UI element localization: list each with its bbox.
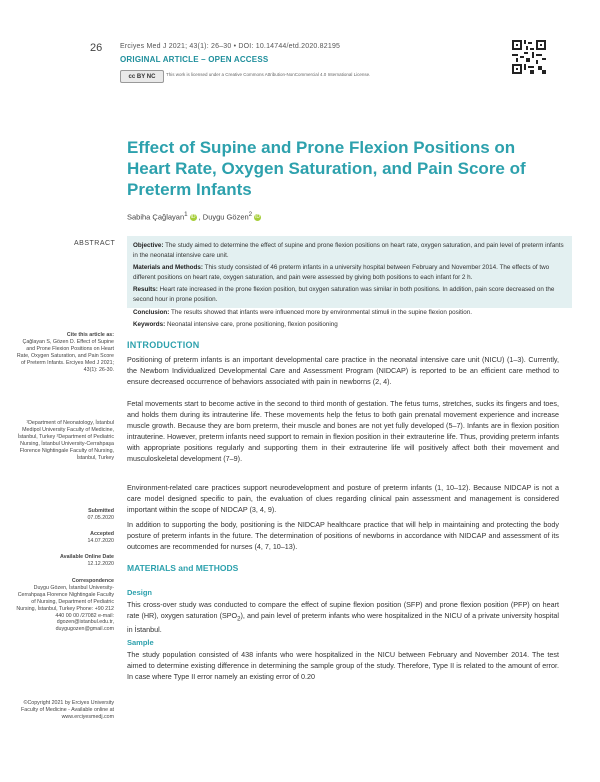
cc-license-badge[interactable] [120, 70, 164, 83]
article-title: Effect of Supine and Prone Flexion Positions on Heart Rate, Oxygen Saturation, and Pain Score of Preterm Infants [127, 138, 526, 199]
online-label: Available Online Date [60, 554, 114, 560]
author-affiliation-mark: 2 [248, 211, 253, 218]
abstract-methods: Materials and Methods: This study consisted of 46 preterm infants in a university hospital between February and November 2014. The effects of two different positions on heart rate, oxygen saturation, and pain were assessed by giving both positions to each infant for 2 h. [133, 264, 550, 281]
submitted-block [14, 508, 114, 522]
journal-citation: Erciyes Med J 2021; 43(1): 26–30 • DOI: 10.14744/etd.2020.82195 [120, 43, 341, 50]
copyright: ©Copyright 2021 by Erciyes University Faculty of Medicine - Available online at www.erciyesmedj.com [21, 700, 114, 720]
author-list [127, 211, 263, 222]
abstract-conclusion: Conclusion: The results showed that infants were influenced more by environmental stimuli in the supine flexion position. [133, 308, 473, 316]
article-type: ORIGINAL ARTICLE – OPEN ACCESS [120, 55, 269, 64]
abstract-results: Results: Heart rate increased in the prone flexion position, but oxygen saturation was similar in both positions. In addition, pain score decreased on the second hour in prone position. [133, 286, 555, 303]
correspondence-label: Correspondence [71, 578, 114, 584]
design-paragraph: This cross-over study was conducted to compare the effect of supine flexion position (SFP) and prone flexion position (PFP) on heart rate (HR), oxygen saturation $(SPO_2)$, and pain level of preterm infants who were hospitalized in the NICU of a private university hospital in İstanbul. [127, 600, 559, 635]
accepted-date: 14.07.2020 [87, 537, 114, 544]
cc-badge-text: cc BY NC [128, 73, 156, 80]
cite-text: Çağlayan S, Gözen D. Effect of Supine and Prone Flexion Positions on Heart Rate, Oxygen Saturation, and Pain Score of Preterm Infants. Erciyes Med J 2021; 43(1): 26-30. [16, 338, 114, 373]
online-block [14, 554, 114, 568]
submitted-date: 07.05.2020 [87, 514, 114, 521]
affiliations: ¹Department of Neonatology, İstanbul Medipol University Faculty of Medicine, İstanbul, Turkey ²Department of Pediatric Nursing, İstanbul University-Cerrahpaşa Florence Nightingale Faculty of Nursing, İstanbul, Turkey [17, 420, 114, 461]
methods-heading: MATERIALS and METHODS [127, 563, 239, 573]
intro-paragraph: Environment-related care practices support neurodevelopment and posture of preterm infants (1, 10–12). Because NIDCAP is not a care model designed specific to pain, the evaluation of clues regarding clinical pain assessment and management is considered important within the scope of NIDCAP (3, 4, 9). [127, 483, 559, 514]
cite-label: Cite this article as: [66, 332, 114, 338]
correspondence-text: Duygu Gözen, İstanbul University-Cerrahpaşa Florence Nightingale Faculty of Nursing, Department of Pediatric Nursing, İstanbul, Turkey Phone: +90 212 440 00 00 /27082 e-mail: dgozen@istanbul.edu.tr, duygugozen@gmail.com [16, 584, 114, 633]
online-date: 12.12.2020 [87, 560, 114, 567]
author-separator: , [198, 212, 203, 222]
abstract-label: ABSTRACT [74, 240, 116, 247]
abstract-box [127, 236, 572, 329]
orcid-icon[interactable]: iD [255, 214, 261, 221]
qr-code-icon[interactable] [512, 40, 546, 74]
correspondence-block [14, 578, 114, 633]
design-heading: Design [127, 588, 153, 597]
abstract-objective: Objective: The study aimed to determine the effect of supine and prone flexion positions on heart rate, oxygen saturation, and pain level of preterm infants in the neonatal intensive care unit. [133, 242, 564, 259]
accepted-block [14, 531, 114, 545]
sample-paragraph: The study population consisted of 438 infants who were hospitalized in the NICU between February and November 2014. The test aimed to determine existing difference in determining the sample group of the study. Therefore, Type II is related to the amount of error. In case where Type II error namely an existing error of 0.20 [127, 650, 559, 681]
submitted-label: Submitted [88, 508, 114, 514]
page-number: 26 [90, 42, 103, 54]
intro-paragraph: In addition to supporting the body, positioning is the NIDCAP healthcare practice that will help in maintaining and protecting the body posture of preterm infants in the future. The determination of positions of newborns in accordance with NIDCAP and assessment of its outcomes are recommended for nurses (4, 7, 10–13). [127, 520, 559, 551]
intro-paragraph: Positioning of preterm infants is an important developmental care practice in the neonatal intensive care unit (NICU) (1–3). Currently, the Newborn Individualized Developmental Care and Assessment Program (NIDCAP) is reported to be an efficient care method to ensure decreased occurrence of behaviors associated with pain in newborns (2, 4). [127, 355, 559, 386]
license-text: This work is licensed under a Creative Commons Attribution-NonCommercial 4.0 International License. [166, 72, 371, 77]
intro-paragraph: Fetal movements start to become active in the second to third month of gestation. The fetus turns, stretches, sucks its fingers and toes, and holds them during its intrauterine life. These movements help the fetus to both gain prenatal movement experience and increase muscle growth. Because they are born preterm, their muscle and bones are not yet fully developed (5–7). Infants are in flexion position intrauterine. However, preterm infants need support to remain in flexion position in their extrauterine life. Thus, providing preterm infants with appropriate positions regularly and supporting them in their extrauterine life will positively affect both their movement and musculoskeletal development (7–9). [127, 399, 559, 463]
sample-heading: Sample [127, 638, 154, 647]
abstract-keywords: Keywords: Neonatal intensive care, prone positioning, flexion positioning [133, 321, 338, 329]
cite-block [14, 332, 114, 373]
author-name: Duygu Gözen [202, 212, 249, 222]
introduction-heading: INTRODUCTION [127, 340, 200, 350]
accepted-label: Accepted [90, 531, 114, 537]
orcid-icon[interactable]: iD [190, 214, 196, 221]
author-affiliation-mark: 1 [184, 211, 188, 218]
author-name: Sabiha Çağlayan [127, 212, 185, 222]
